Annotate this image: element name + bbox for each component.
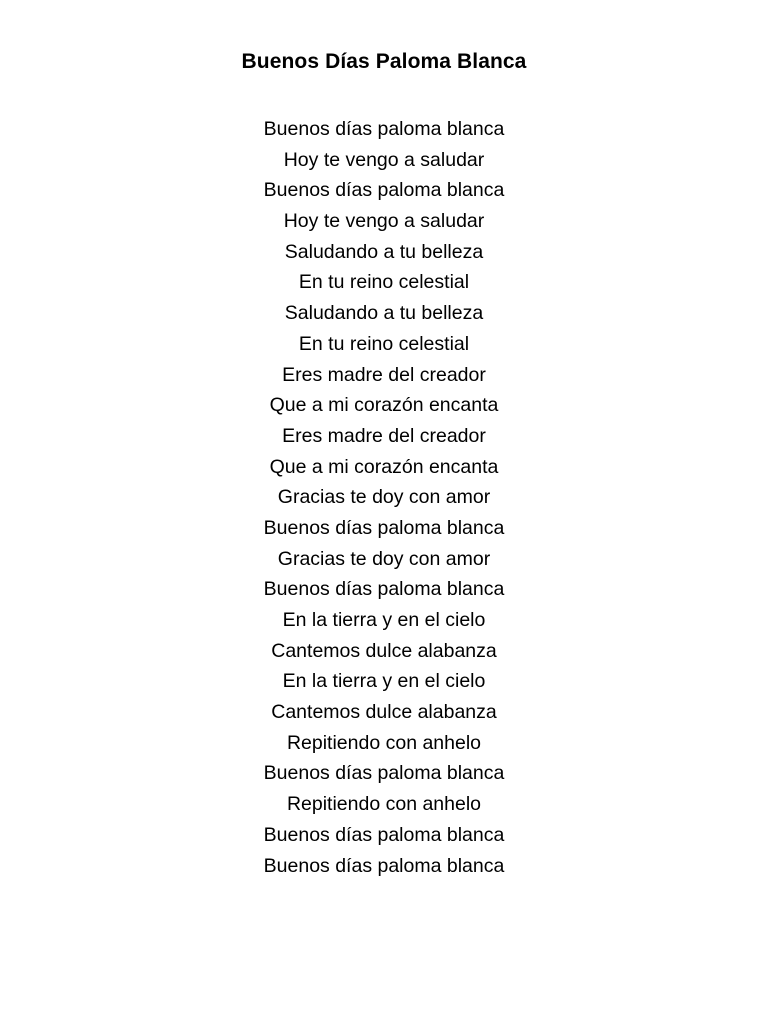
lyric-line: Repitiendo con anhelo	[286, 731, 482, 754]
lyric-line: En tu reino celestial	[298, 332, 470, 355]
lyric-line: En la tierra y en el cielo	[282, 670, 486, 693]
lyric-line: Buenos días paloma blanca	[263, 762, 505, 785]
lyric-line: Cantemos dulce alabanza	[271, 701, 497, 724]
lyric-line: Repitiendo con anhelo	[286, 793, 482, 816]
lyric-line: Eres madre del creador	[282, 363, 486, 386]
page-title: Buenos Días Paloma Blanca	[241, 50, 527, 73]
lyric-line: Hoy te vengo a saludar	[283, 210, 485, 233]
lyric-line: Cantemos dulce alabanza	[271, 639, 497, 662]
lyric-line: Buenos días paloma blanca	[263, 854, 505, 877]
lyric-line: En tu reino celestial	[298, 271, 470, 294]
lyric-line: Saludando a tu belleza	[284, 240, 484, 263]
lyric-line: Gracias te doy con amor	[277, 547, 491, 570]
lyric-line: Saludando a tu belleza	[284, 302, 484, 325]
lyric-line: Gracias te doy con amor	[277, 486, 491, 509]
lyric-line: Que a mi corazón encanta	[269, 455, 499, 478]
lyric-line: Buenos días paloma blanca	[263, 118, 505, 140]
lyric-line: Buenos días paloma blanca	[263, 516, 505, 539]
lyric-line: Hoy te vengo a saludar	[283, 148, 485, 171]
lyrics-list	[0, 114, 768, 881]
lyric-line: Buenos días paloma blanca	[263, 823, 505, 846]
lyric-line: Buenos días paloma blanca	[263, 578, 505, 601]
lyric-line: Que a mi corazón encanta	[269, 394, 499, 417]
lyric-line: En la tierra y en el cielo	[282, 609, 486, 631]
lyric-line: Buenos días paloma blanca	[263, 179, 505, 202]
lyric-line: Eres madre del creador	[282, 424, 486, 447]
